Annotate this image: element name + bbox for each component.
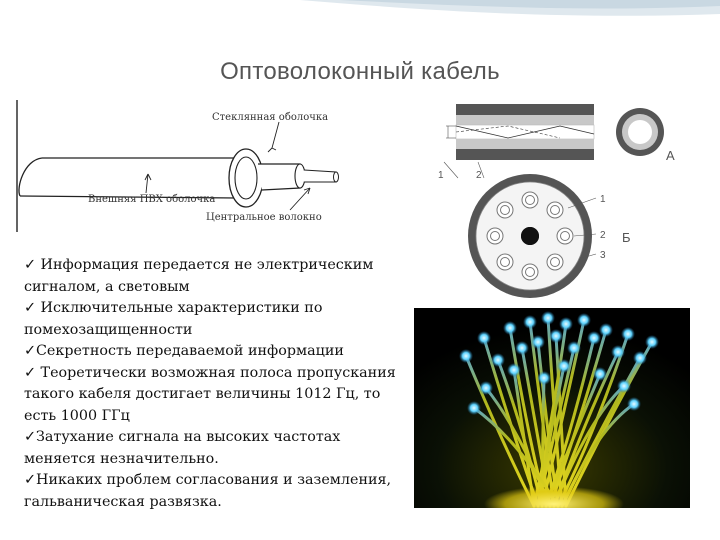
checkmark-icon: ✓: [24, 364, 36, 381]
fiber-tip-glow: [515, 341, 529, 355]
label-glass-cladding: Стеклянная оболочка: [212, 112, 329, 123]
fiber-tip-glow: [567, 341, 581, 355]
label-3-right: 3: [600, 250, 606, 261]
top-decoration: [0, 0, 720, 40]
fiber-tip-glow: [523, 315, 537, 329]
fiber-optic-bundle-photo: [414, 308, 690, 508]
fiber-tip-glow: [537, 371, 551, 385]
fiber-tip-glow: [503, 321, 517, 335]
fiber-tip-glow: [507, 363, 521, 377]
fiber-tip-glow: [587, 331, 601, 345]
fiber-tip-glow: [621, 327, 635, 341]
checkmark-icon: ✓: [24, 343, 36, 359]
fiber-tip-glow: [467, 401, 481, 415]
feature-list: [24, 255, 399, 513]
label-2-top: 2: [476, 170, 482, 181]
label-a: A: [666, 148, 675, 163]
list-item: ✓Секретность передаваемой информации: [24, 343, 344, 359]
fiber-tip-glow: [617, 379, 631, 393]
checkmark-icon: ✓: [24, 300, 36, 316]
fiber-tip-glow: [557, 359, 571, 373]
label-b: Б: [622, 230, 631, 245]
fiber-tip-glow: [577, 313, 591, 327]
list-item: ✓ Исключительные характеристики по помехозащищенности: [24, 300, 323, 338]
list-item: ✓ Теоретически возможная полоса пропускания такого кабеля достигает величины 1012 Гц, то есть 1000 ГГц: [24, 364, 396, 424]
checkmark-icon: ✓: [24, 472, 36, 488]
label-core: Центральное волокно: [206, 212, 322, 223]
fiber-tip-glow: [479, 381, 493, 395]
checkmark-icon: ✓: [24, 257, 36, 273]
fiber-tip-glow: [549, 329, 563, 343]
fiber-tip-glow: [611, 345, 625, 359]
label-1-top: 1: [438, 170, 444, 181]
label-1-right: 1: [600, 194, 606, 205]
list-item: ✓ Информация передается не электрическим сигналом, а световым: [24, 257, 374, 295]
slide-title: Оптоволоконный кабель: [220, 58, 500, 85]
fiber-tip-glow: [459, 349, 473, 363]
fiber-tip-glow: [477, 331, 491, 345]
checkmark-icon: ✓: [24, 429, 36, 445]
label-2-right: 2: [600, 230, 606, 241]
list-item: ✓Затухание сигнала на высоких частотах меняется незначительно.: [24, 429, 341, 467]
fiber-tip-glow: [627, 397, 641, 411]
fiber-tip-glow: [559, 317, 573, 331]
fiber-tip-glow: [645, 335, 659, 349]
fiber-tip-glow: [531, 335, 545, 349]
fiber-tip-glow: [491, 353, 505, 367]
fiber-tip-glow: [633, 351, 647, 365]
list-item: ✓Никаких проблем согласования и заземления, гальваническая развязка.: [24, 472, 392, 510]
fiber-tip-glow: [593, 367, 607, 381]
fiber-tip-glow: [541, 311, 555, 325]
cable-structure-diagram: [14, 100, 404, 232]
fiber-tip-glow: [599, 323, 613, 337]
cross-section-diagram: [418, 96, 700, 301]
label-outer-pvc: Внешняя ПВХ оболочка: [88, 194, 216, 205]
